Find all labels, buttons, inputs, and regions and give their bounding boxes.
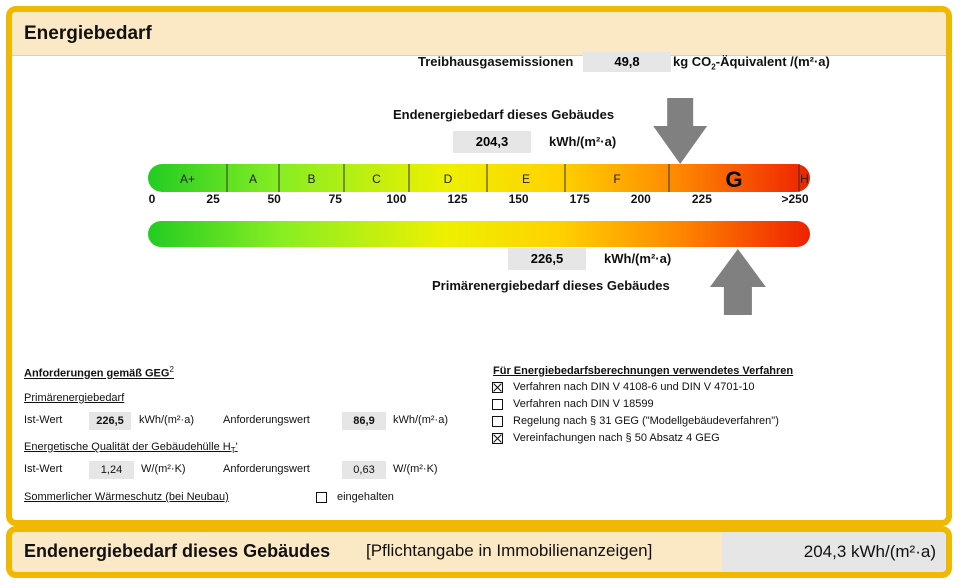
primary-req-unit: kWh/(m²·a): [393, 414, 448, 426]
primary-energy-label: Primärenergiebedarf dieses Gebäudes: [432, 278, 670, 293]
summer-protection-checkbox[interactable]: [316, 492, 327, 503]
footer-title: Endenergiebedarf dieses Gebäudes: [24, 541, 331, 561]
method-checkbox[interactable]: [492, 433, 503, 444]
scale-tick: 50: [267, 192, 281, 206]
method-label: Verfahren nach DIN V 18599: [513, 398, 654, 410]
class-label: A: [248, 172, 258, 186]
envelope-req-value: 0,63: [342, 461, 386, 479]
panel-title: Energiebedarf: [24, 23, 152, 44]
primary-energy-unit: kWh/(m²·a): [604, 251, 672, 266]
class-label: B: [307, 172, 316, 186]
primary-req-value: 86,9: [342, 412, 386, 430]
scale-tick: >250: [781, 192, 809, 206]
envelope-ist-value: 1,24: [89, 461, 134, 479]
class-label: H: [800, 172, 809, 186]
envelope-req-label: Anforderungswert: [223, 463, 310, 475]
end-energy-value: 204,3: [453, 131, 531, 153]
envelope-ist-unit: W/(m²·K): [141, 463, 186, 475]
requirements-title: Anforderungen gemäß GEG$^2$: [24, 365, 174, 380]
envelope-heading: Energetische Qualität der Gebäudehülle $H_T'$: [24, 441, 238, 456]
primary-req-label: Anforderungswert: [223, 414, 310, 426]
class-label: D: [443, 172, 453, 186]
class-label: F: [613, 172, 621, 186]
primary-energy-arrow: [710, 249, 766, 315]
primary-ist-unit: kWh/(m²·a): [139, 414, 194, 426]
ghg-unit: kg $CO_2$-Äquivalent /(m²·a): [673, 54, 830, 72]
scale-tick: 0: [148, 192, 156, 206]
primary-energy-bar: [148, 221, 810, 247]
primary-ist-label: Ist-Wert: [24, 414, 63, 426]
method-label: Verfahren nach DIN V 4108-6 und DIN V 4701-10: [513, 381, 755, 393]
class-bar-fill: [148, 164, 810, 192]
end-energy-arrow: [653, 98, 707, 164]
envelope-ist-label: Ist-Wert: [24, 463, 63, 475]
footer-note: [Pflichtangabe in Immobilienanzeigen]: [366, 541, 653, 560]
footer-value-box: [722, 532, 946, 572]
scale-tick: 225: [691, 192, 712, 206]
summer-protection-label: Sommerlicher Wärmeschutz (bei Neubau): [24, 491, 229, 503]
scale-tick: 200: [630, 192, 651, 206]
method-label: Vereinfachungen nach § 50 Absatz 4 GEG: [513, 432, 720, 444]
end-energy-unit: kWh/(m²·a): [549, 134, 617, 149]
scale-tick: 125: [447, 192, 468, 206]
scale-tick: 25: [206, 192, 220, 206]
ghg-label: Treibhausgasemissionen: [418, 54, 574, 69]
method-label: Regelung nach § 31 GEG ("Modellgebäudeverfahren"): [513, 415, 779, 427]
class-label: C: [372, 172, 381, 186]
class-label: G: [725, 167, 743, 192]
ghg-value: 49,8: [583, 52, 671, 72]
method-checkbox[interactable]: [492, 399, 503, 410]
method-checkbox[interactable]: [492, 382, 503, 393]
end-energy-label: Endenergiebedarf dieses Gebäudes: [393, 107, 615, 122]
scale-tick: 100: [386, 192, 407, 206]
class-bar: [148, 164, 810, 192]
methods-title: Für Energiebedarfsberechnungen verwendetes Verfahren: [493, 365, 794, 377]
scale-tick: 150: [508, 192, 529, 206]
footer-value: 204,3 kWh/(m²·a): [803, 542, 936, 561]
primary-ist-value: 226,5: [89, 412, 131, 430]
primary-heading: Primärenergiebedarf: [24, 392, 125, 404]
primary-energy-value: 226,5: [508, 248, 586, 270]
summer-protection-check-label: eingehalten: [337, 491, 394, 503]
scale-tick: 175: [569, 192, 590, 206]
class-label: A+: [179, 172, 196, 186]
footer-panel: [6, 526, 952, 578]
envelope-req-unit: W/(m²·K): [393, 463, 438, 475]
method-checkbox[interactable]: [492, 416, 503, 427]
class-label: E: [521, 172, 531, 186]
scale-tick: 75: [328, 192, 342, 206]
